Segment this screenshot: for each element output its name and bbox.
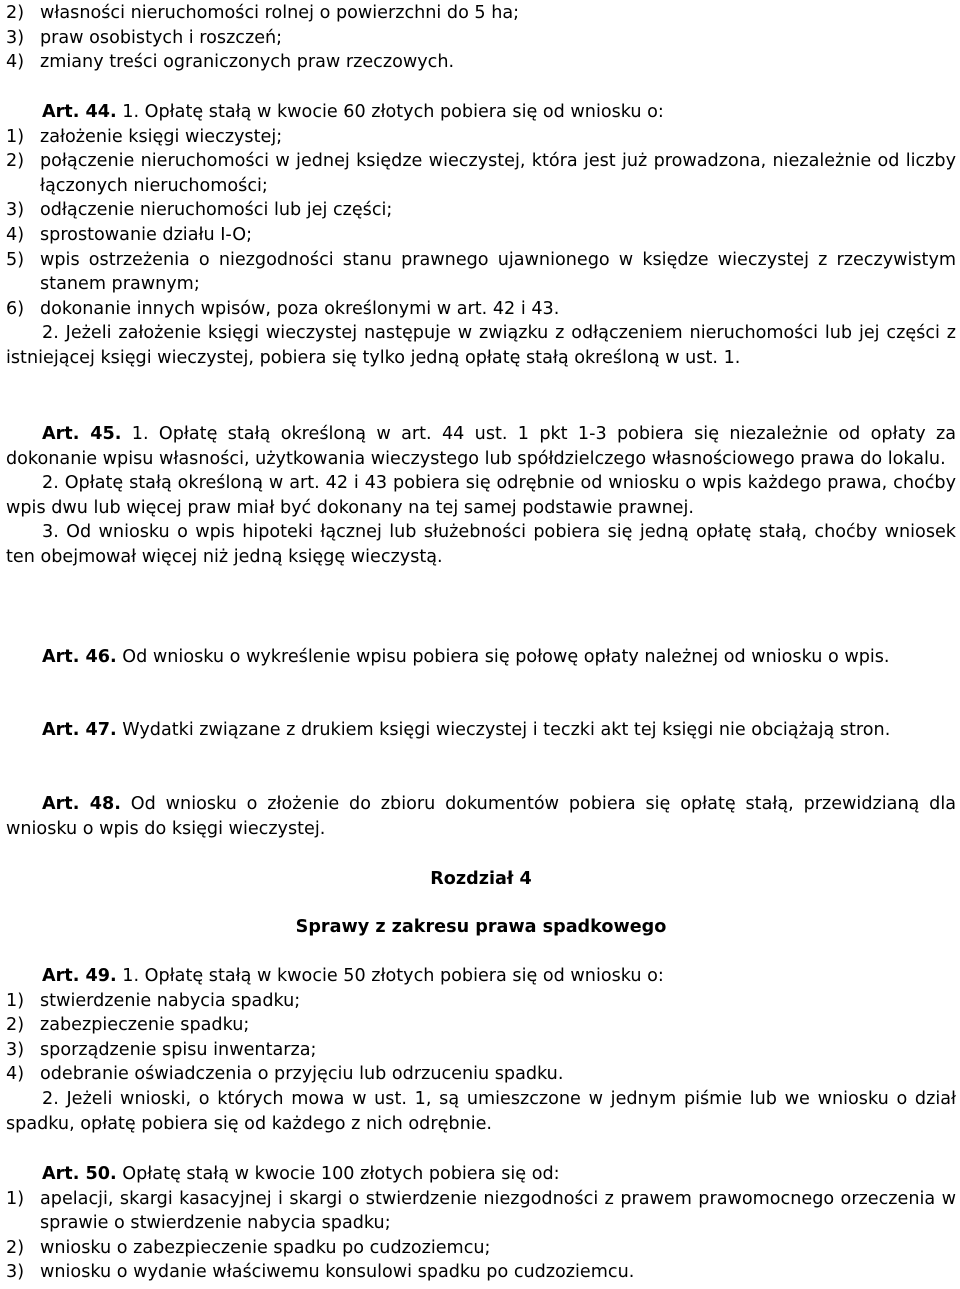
item-text: zabezpieczenie spadku; [40, 1015, 250, 1036]
item-text: połączenie nieruchomości w jednej księdze wieczystej, która jest już prowadzona, niezależnie od liczby łączonych nieruchomości; [40, 151, 956, 196]
article-46 [6, 645, 956, 670]
top-list [6, 1, 956, 75]
article-text: 1. Opłatę stałą określoną w art. 44 ust. 1 pkt 1-3 pobiera się niezależnie od opłaty za dokonanie wpisu własności, użytkowania wieczystego lub spółdzielczego własnościowego prawa do lokalu. [6, 424, 957, 469]
item-text: odłączenie nieruchomości lub jej części; [40, 200, 393, 221]
article-text: Od wniosku o złożenie do zbioru dokumentów pobiera się opłatę stałą, przewidzianą dla wniosku o wpis do księgi wieczystej. [6, 794, 956, 839]
article-text: Wydatki związane z drukiem księgi wieczystej i teczki akt tej księgi nie obciążają stron. [122, 720, 891, 740]
article-heading: Art. 49. [42, 966, 117, 986]
list-item [6, 50, 956, 75]
item-text: wniosku o wydanie właściwemu konsulowi spadku po cudzoziemcu. [40, 1262, 635, 1283]
article-48 [6, 792, 956, 841]
item-number: 6) [6, 298, 25, 319]
list-item [6, 1038, 956, 1063]
item-text: apelacji, skargi kasacyjnej i skargi o stwierdzenie niezgodności z prawem prawomocnego orzeczenia w sprawie o stwierdzenie nabycia spadku; [40, 1188, 956, 1234]
item-text: dokonanie innych wpisów, poza określonymi w art. 42 i 43. [40, 298, 560, 319]
article-paragraph [6, 645, 956, 670]
list-item [6, 26, 956, 51]
article-heading: Art. 46. [42, 647, 117, 667]
item-number: 4) [6, 224, 25, 245]
item-number: 2) [6, 151, 25, 172]
item-number: 3) [6, 200, 25, 221]
item-text: sprostowanie działu I-O; [40, 224, 253, 245]
article-47 [6, 718, 956, 743]
item-text: wniosku o zabezpieczenie spadku po cudzoziemcu; [40, 1237, 491, 1258]
chapter-subtitle: Sprawy z zakresu prawa spadkowego [295, 917, 667, 937]
list-item [6, 1236, 956, 1261]
item-number: 3) [6, 1039, 25, 1060]
list-item [6, 1062, 956, 1087]
list-item [6, 297, 956, 322]
item-number: 1) [6, 126, 25, 147]
item-number: 2) [6, 1237, 25, 1258]
article-intro [6, 100, 956, 125]
item-number: 1) [6, 1188, 25, 1209]
article-intro [6, 964, 956, 989]
list-item [6, 223, 956, 248]
article-paragraph [6, 792, 956, 841]
item-number: 2) [6, 1015, 25, 1036]
article-text: 1. Opłatę stałą w kwocie 60 złotych pobiera się od wniosku o: [122, 102, 664, 122]
article-paragraph [6, 718, 956, 743]
item-text: wpis ostrzeżenia o niezgodności stanu prawnego ujawnionego w księdze wieczystej z rzeczywistym stanem prawnym; [40, 249, 956, 295]
item-number: 4) [6, 1064, 25, 1085]
article-paragraph: 2. Jeżeli założenie księgi wieczystej następuje w związku z odłączeniem nieruchomości lub jej części z istniejącej księgi wieczystej, pobiera się tylko jedną opłatę stałą określoną w ust. 1. [6, 323, 956, 368]
article-44 [6, 100, 956, 371]
list-item [6, 125, 956, 150]
item-number: 3) [6, 27, 25, 48]
item-number: 3) [6, 1262, 25, 1283]
article-paragraph: 3. Od wniosku o wpis hipoteki łącznej lub służebności pobiera się jedną opłatę stałą, choćby wniosek ten obejmował więcej niż jedną księgę wieczystą. [6, 522, 956, 567]
item-text: własności nieruchomości rolnej o powierzchni do 5 ha; [40, 3, 520, 23]
item-text: założenie księgi wieczystej; [40, 126, 283, 147]
article-intro [6, 1162, 956, 1187]
article-49 [6, 964, 956, 1136]
chapter-subheading [6, 915, 956, 940]
article-text: 1. Opłatę stałą w kwocie 50 złotych pobiera się od wniosku o: [122, 966, 664, 986]
article-heading: Art. 44. [42, 102, 117, 122]
list-item [6, 989, 956, 1014]
list-item [6, 1260, 956, 1285]
article-heading: Art. 47. [42, 720, 117, 740]
article-50 [6, 1162, 956, 1285]
item-number: 4) [6, 52, 25, 73]
article-text: Od wniosku o wykreślenie wpisu pobiera się połowę opłaty należnej od wniosku o wpis. [122, 647, 890, 667]
item-text: stwierdzenie nabycia spadku; [40, 990, 301, 1011]
article-paragraph [6, 422, 956, 471]
article-paragraph: 2. Opłatę stałą określoną w art. 42 i 43 pobiera się odrębnie od wniosku o wpis każdego prawa, choćby wpis dwu lub więcej praw miał być dokonany na tej samej podstawie prawnej. [6, 473, 956, 518]
item-text: odebranie oświadczenia o przyjęciu lub odrzuceniu spadku. [40, 1064, 564, 1085]
article-heading: Art. 48. [42, 794, 121, 814]
article-text: Opłatę stałą w kwocie 100 złotych pobiera się od: [122, 1164, 560, 1184]
item-number: 5) [6, 249, 25, 270]
article-heading: Art. 50. [42, 1164, 117, 1184]
item-text: praw osobistych i roszczeń; [40, 27, 283, 48]
list-item [6, 1187, 956, 1236]
list-item [6, 1013, 956, 1038]
list-item [6, 248, 956, 297]
list-item [6, 1, 956, 26]
item-text: zmiany treści ograniczonych praw rzeczowych. [40, 52, 455, 73]
item-number: 1) [6, 990, 25, 1011]
list-item [6, 198, 956, 223]
list-item [6, 149, 956, 198]
article-45 [6, 422, 956, 570]
item-text: sporządzenie spisu inwentarza; [40, 1039, 317, 1060]
chapter-title: Rozdział 4 [430, 869, 532, 889]
chapter-heading [6, 867, 956, 892]
article-paragraph: 2. Jeżeli wnioski, o których mowa w ust. 1, są umieszczone w jednym piśmie lub we wniosku o dział spadku, opłatę pobiera się od każdego z nich odrębnie. [6, 1088, 956, 1134]
article-heading: Art. 45. [42, 424, 122, 444]
item-number: 2) [6, 3, 25, 23]
